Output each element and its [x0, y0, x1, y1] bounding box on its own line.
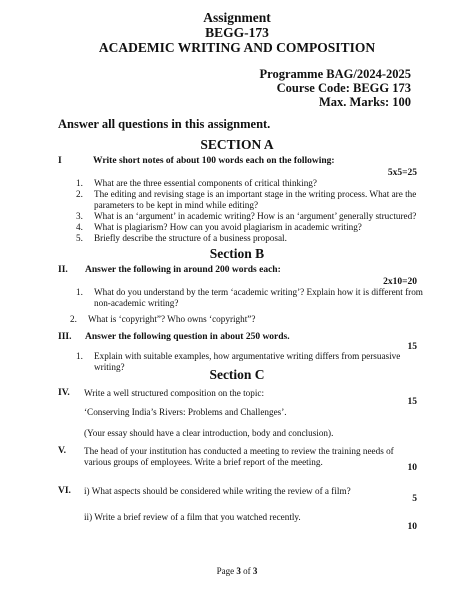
question-number: III. [58, 332, 72, 342]
item-text: Briefly describe the structure of a business proposal. [94, 233, 287, 243]
question-text: Answer the following question in about 250 words. [85, 332, 290, 342]
question-number: V. [58, 446, 67, 456]
marks-label: 10 [407, 463, 417, 473]
page-footer [0, 566, 474, 576]
question-text: Answer the following in around 200 words each: [85, 265, 281, 275]
marks-label: 10 [407, 522, 417, 532]
essay-topic: ‘Conserving India’s Rivers: Problems and Challenges’. [84, 407, 287, 417]
section-c-heading: Section C [209, 367, 265, 382]
footer-middle: of [240, 566, 253, 576]
question-number: I [58, 156, 62, 166]
question-text: Write a well structured composition on the topic: [84, 388, 265, 398]
assignment-title: Assignment [203, 10, 271, 25]
item-number: 2. [76, 189, 83, 199]
section-b-heading: Section B [209, 246, 265, 261]
item-number: 1. [76, 351, 83, 361]
marks-label: 5 [412, 494, 417, 504]
question-number: IV. [58, 388, 70, 398]
course-code-label: Course Code: BEGG 173 [276, 81, 411, 95]
question-text: i) What aspects should be considered while writing the review of a film? [84, 486, 351, 496]
item-number: 2. [70, 314, 77, 324]
question-text-block [84, 446, 419, 468]
marks-label: 15 [407, 342, 417, 352]
course-id-title: BEGG-173 [205, 25, 269, 40]
item-text: What are the three essential components of critical thinking? [94, 178, 317, 188]
question-text: Write short notes of about 100 words each on the following: [93, 156, 335, 166]
item-number: 5. [76, 233, 83, 243]
question-text: ii) Write a brief review of a film that you watched recently. [84, 512, 301, 522]
marks-label: 5x5=25 [387, 168, 417, 178]
item-number: 4. [76, 222, 83, 232]
item-text: Explain with suitable examples, how argumentative writing differs from persuasive writing? [94, 351, 401, 372]
section-a-list [76, 178, 426, 243]
item-text: What is an ‘argument’ in academic writing? How is an ‘argument’ generally structured? [94, 211, 417, 221]
page-number: 3 [236, 566, 241, 576]
item-number: 3. [76, 211, 83, 221]
item-number: 1. [76, 287, 83, 297]
max-marks-label: Max. Marks: 100 [319, 95, 411, 109]
marks-label: 15 [407, 397, 417, 407]
item-number: 1. [76, 178, 83, 188]
programme-label: Programme BAG/2024-2025 [259, 67, 411, 81]
course-name-title: ACADEMIC WRITING AND COMPOSITION [98, 40, 376, 55]
section-b-list [70, 287, 426, 327]
section-b-list-2 [76, 351, 426, 372]
question-number: II. [58, 265, 68, 275]
item-text: What do you understand by the term ‘academic writing’? Explain how it is different from non-academic writing? [94, 287, 423, 308]
page-total: 3 [252, 566, 258, 576]
item-text: What is ‘copyright”? Who owns ‘copyright”? [88, 314, 256, 324]
question-number: VI. [58, 486, 71, 496]
question-text: The head of your institution has conducted a meeting to review the training needs of various groups of employees. Write a brief report of the meeting. [84, 446, 394, 467]
section-a-heading: SECTION A [200, 137, 274, 152]
general-instruction: Answer all questions in this assignment. [58, 117, 271, 131]
item-text: What is plagiarism? How can you avoid plagiarism in academic writing? [94, 222, 362, 232]
item-text: The editing and revising stage is an important stage in the writing process. What are the parameters to be kept in mind while editing? [94, 189, 417, 210]
footer-prefix: Page [216, 566, 237, 576]
essay-note: (Your essay should have a clear introduction, body and conclusion). [84, 428, 334, 438]
marks-label: 2x10=20 [383, 277, 417, 287]
